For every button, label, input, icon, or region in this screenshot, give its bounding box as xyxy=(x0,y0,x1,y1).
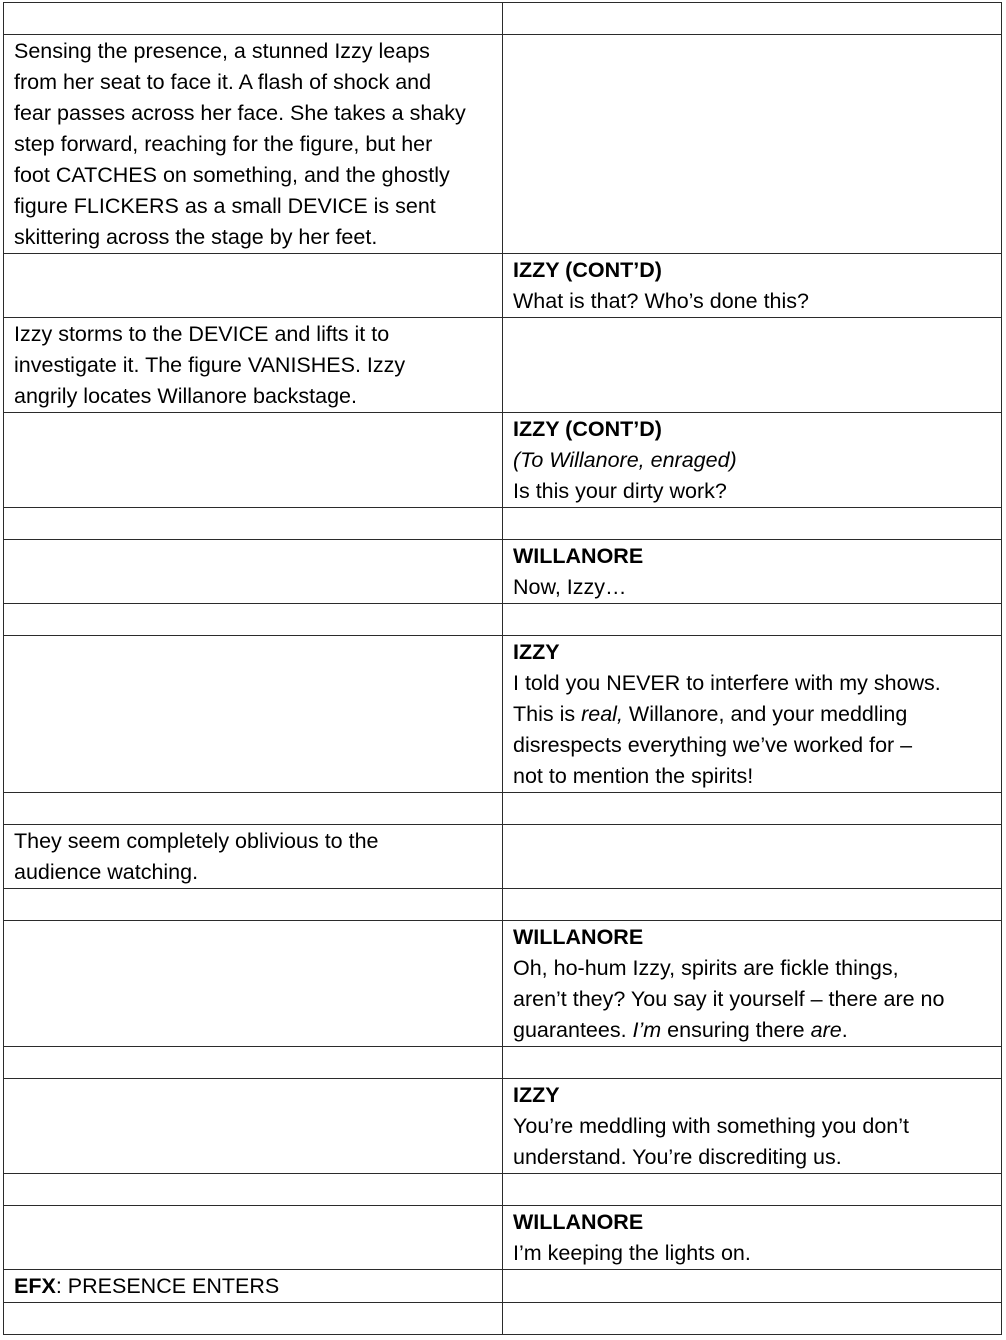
dialogue-line: not to mention the spirits! xyxy=(513,764,754,788)
action-line: from her seat to face it. A flash of shock and xyxy=(14,70,432,94)
table-row xyxy=(4,3,1002,35)
dialogue-cell xyxy=(503,540,1002,604)
dialogue-fragment: ensuring there xyxy=(661,1018,811,1042)
table-row xyxy=(4,1206,1002,1270)
dialogue-cell xyxy=(503,793,1002,825)
dialogue-fragment: Willanore, and your meddling xyxy=(622,702,908,726)
action-line: step forward, reaching for the figure, but her xyxy=(14,132,433,156)
action-line: Izzy storms to the DEVICE and lifts it to xyxy=(14,322,390,346)
dialogue-line xyxy=(513,699,991,730)
dialogue-line: disrespects everything we’ve worked for – xyxy=(513,733,913,757)
character-name: IZZY (CONT’D) xyxy=(513,258,662,282)
action-line: investigate it. The figure VANISHES. Izzy xyxy=(14,353,406,377)
action-cell xyxy=(4,825,503,889)
script-table xyxy=(3,2,1002,1335)
dialogue-cell xyxy=(503,508,1002,540)
action-line: foot CATCHES on something, and the ghostly xyxy=(14,163,450,187)
character-name: WILLANORE xyxy=(513,1210,644,1234)
character-name: WILLANORE xyxy=(513,544,644,568)
table-row xyxy=(4,1270,1002,1303)
action-line: They seem completely oblivious to the xyxy=(14,829,379,853)
table-row xyxy=(4,1047,1002,1079)
action-line: Sensing the presence, a stunned Izzy leaps xyxy=(14,39,430,63)
table-row xyxy=(4,540,1002,604)
action-cell xyxy=(4,793,503,825)
character-name: IZZY (CONT’D) xyxy=(513,417,662,441)
action-cell xyxy=(4,1206,503,1270)
dialogue-line: aren’t they? You say it yourself – there are no xyxy=(513,987,945,1011)
table-row xyxy=(4,35,1002,254)
dialogue-cell xyxy=(503,1206,1002,1270)
dialogue-emphasis: I’m xyxy=(632,1018,662,1042)
action-cell xyxy=(4,254,503,318)
action-cell xyxy=(4,1270,503,1303)
efx-label: EFX xyxy=(14,1274,56,1298)
table-row xyxy=(4,793,1002,825)
action-cell xyxy=(4,35,503,254)
table-row xyxy=(4,508,1002,540)
action-line: fear passes across her face. She takes a shaky xyxy=(14,101,466,125)
action-line: angrily locates Willanore backstage. xyxy=(14,384,357,408)
action-cell xyxy=(4,413,503,508)
dialogue-cell xyxy=(503,1079,1002,1174)
action-cell xyxy=(4,318,503,413)
table-row xyxy=(4,1303,1002,1335)
dialogue-cell xyxy=(503,921,1002,1047)
action-cell xyxy=(4,1079,503,1174)
dialogue-emphasis: real, xyxy=(581,702,623,726)
table-row xyxy=(4,254,1002,318)
dialogue-cell xyxy=(503,413,1002,508)
dialogue-line xyxy=(513,1015,991,1046)
dialogue-line: I told you NEVER to interfere with my shows. xyxy=(513,671,941,695)
table-row xyxy=(4,889,1002,921)
dialogue-cell xyxy=(503,604,1002,636)
action-cell xyxy=(4,636,503,793)
table-row xyxy=(4,1174,1002,1206)
dialogue-fragment: . xyxy=(841,1018,848,1042)
table-row xyxy=(4,1079,1002,1174)
table-row xyxy=(4,318,1002,413)
dialogue-fragment: guarantees. xyxy=(513,1018,633,1042)
action-cell xyxy=(4,3,503,35)
action-line: figure FLICKERS as a small DEVICE is sent xyxy=(14,194,436,218)
table-row xyxy=(4,604,1002,636)
action-line: audience watching. xyxy=(14,860,199,884)
dialogue-cell xyxy=(503,1047,1002,1079)
action-cell xyxy=(4,540,503,604)
table-row xyxy=(4,636,1002,793)
dialogue-cell xyxy=(503,889,1002,921)
action-cell xyxy=(4,604,503,636)
dialogue-cell xyxy=(503,3,1002,35)
dialogue-line: You’re meddling with something you don’t xyxy=(513,1114,910,1138)
table-row xyxy=(4,825,1002,889)
dialogue-cell xyxy=(503,318,1002,413)
dialogue-cell xyxy=(503,636,1002,793)
script-page xyxy=(3,2,1001,1335)
dialogue-cell xyxy=(503,1303,1002,1335)
dialogue-line: What is that? Who’s done this? xyxy=(513,289,809,313)
efx-text: : PRESENCE ENTERS xyxy=(55,1274,280,1298)
action-cell xyxy=(4,1174,503,1206)
action-cell xyxy=(4,1303,503,1335)
character-name: WILLANORE xyxy=(513,925,644,949)
action-cell xyxy=(4,1047,503,1079)
dialogue-line: Oh, ho-hum Izzy, spirits are fickle things, xyxy=(513,956,899,980)
efx-cue xyxy=(14,1271,492,1302)
dialogue-cell xyxy=(503,254,1002,318)
dialogue-cell xyxy=(503,1270,1002,1303)
action-line: skittering across the stage by her feet. xyxy=(14,225,378,249)
table-row xyxy=(4,921,1002,1047)
dialogue-cell xyxy=(503,1174,1002,1206)
dialogue-emphasis: are xyxy=(810,1018,842,1042)
dialogue-line: Now, Izzy… xyxy=(513,575,627,599)
action-cell xyxy=(4,889,503,921)
dialogue-line: I’m keeping the lights on. xyxy=(513,1241,751,1265)
dialogue-fragment: This is xyxy=(513,702,582,726)
dialogue-cell xyxy=(503,825,1002,889)
character-name: IZZY xyxy=(513,1083,560,1107)
dialogue-cell xyxy=(503,35,1002,254)
action-cell xyxy=(4,921,503,1047)
dialogue-line: Is this your dirty work? xyxy=(513,479,727,503)
table-row xyxy=(4,413,1002,508)
dialogue-line: understand. You’re discrediting us. xyxy=(513,1145,842,1169)
parenthetical: (To Willanore, enraged) xyxy=(513,448,737,472)
character-name: IZZY xyxy=(513,640,560,664)
action-cell xyxy=(4,508,503,540)
